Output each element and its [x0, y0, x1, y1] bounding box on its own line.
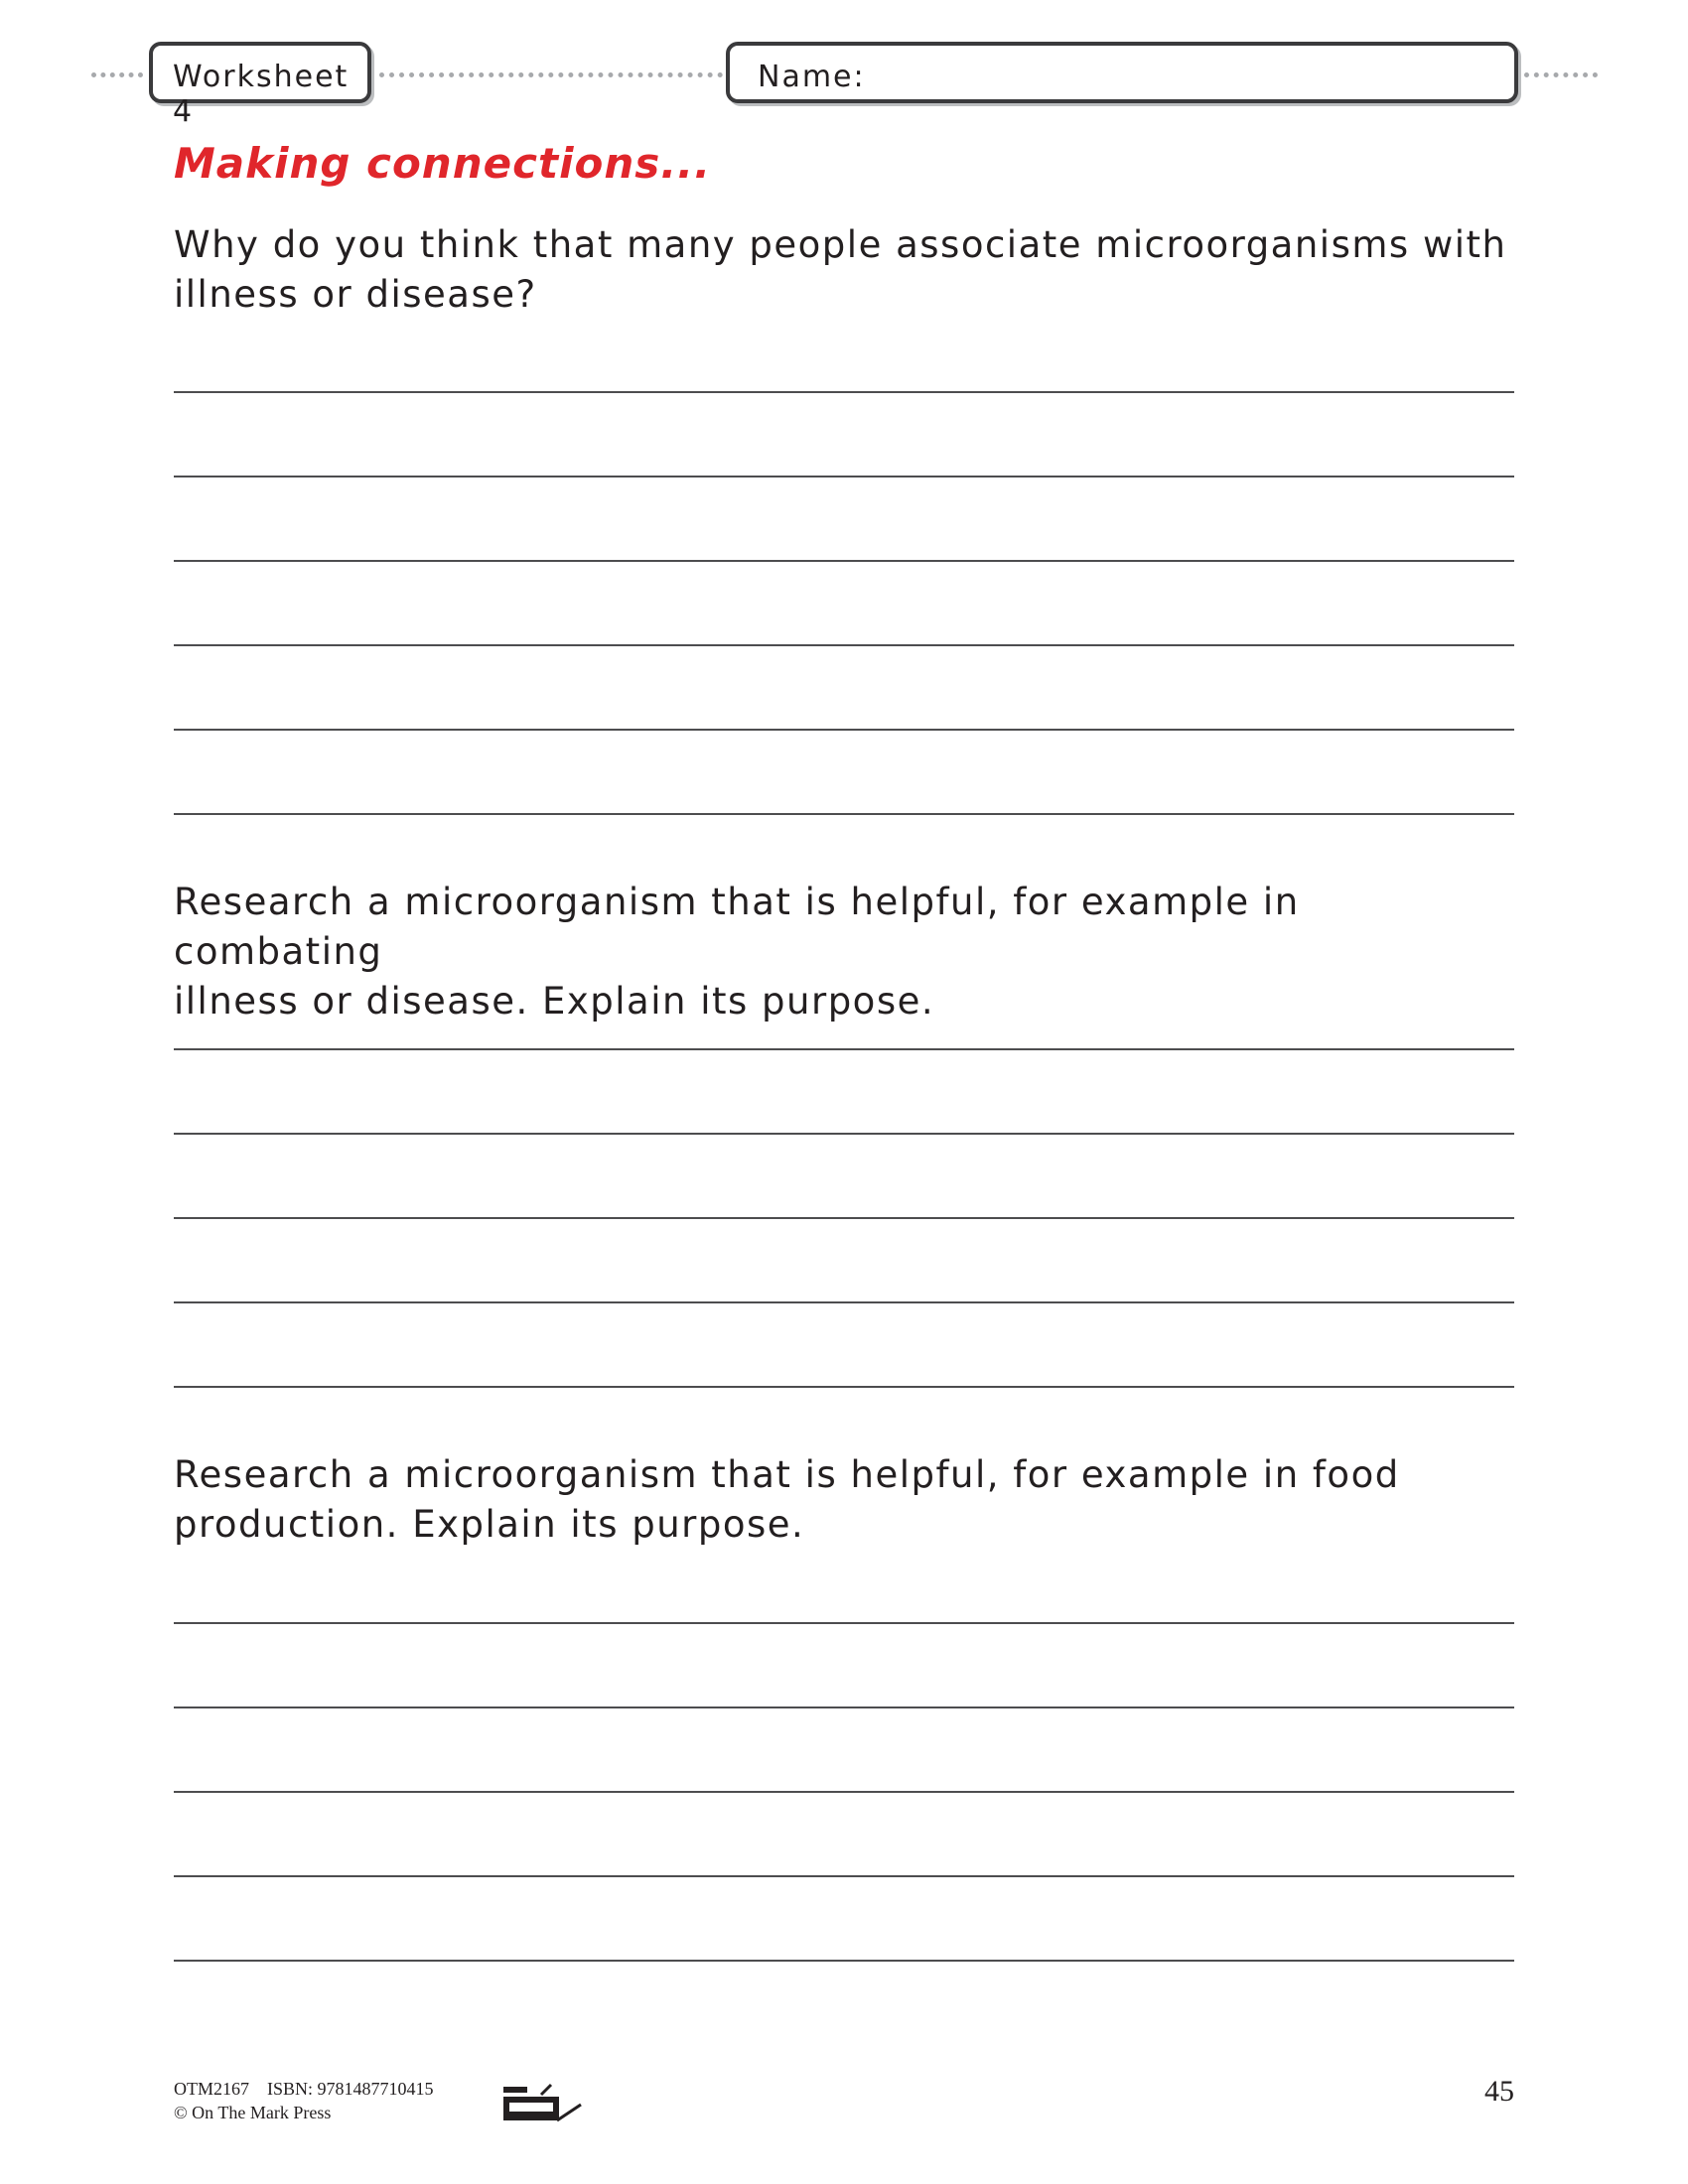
footer-isbn: ISBN: 9781487710415 — [267, 2079, 434, 2099]
answer-line[interactable] — [174, 729, 1514, 731]
answer-line[interactable] — [174, 1386, 1514, 1388]
answer-line[interactable] — [174, 1791, 1514, 1793]
question-2-line-2: illness or disease. Explain its purpose. — [174, 980, 935, 1023]
footer-publisher-info — [174, 2077, 434, 2124]
question-1-line-1: Why do you think that many people associate microorganisms with — [174, 223, 1507, 266]
question-2-line-1: Research a microorganism that is helpful, for example in combating — [174, 881, 1300, 973]
question-3 — [174, 1450, 1514, 1550]
answer-line[interactable] — [174, 1875, 1514, 1877]
question-3-line-1: Research a microorganism that is helpful, for example in food — [174, 1453, 1400, 1496]
answer-line[interactable] — [174, 476, 1514, 478]
answer-line[interactable] — [174, 391, 1514, 393]
name-field-label: Name: — [758, 60, 866, 94]
answer-line[interactable] — [174, 1960, 1514, 1962]
section-heading: Making connections... — [174, 139, 712, 188]
worksheet-label-box — [149, 42, 371, 129]
answer-line[interactable] — [174, 1706, 1514, 1708]
school-desk-icon — [501, 2083, 583, 2128]
footer-product-code: OTM2167 — [174, 2079, 249, 2099]
answer-line[interactable] — [174, 1133, 1514, 1135]
answer-line[interactable] — [174, 1301, 1514, 1303]
question-1 — [174, 220, 1514, 320]
header-dotted-rule-left — [91, 72, 143, 77]
name-field-box[interactable] — [726, 42, 1518, 103]
answer-line[interactable] — [174, 813, 1514, 815]
answer-line[interactable] — [174, 644, 1514, 646]
worksheet-label: Worksheet 4 — [173, 60, 350, 129]
header-dotted-rule-middle — [379, 72, 723, 77]
question-2 — [174, 878, 1514, 1026]
question-3-line-2: production. Explain its purpose. — [174, 1503, 805, 1546]
answer-line[interactable] — [174, 1217, 1514, 1219]
page-number: 45 — [1484, 2075, 1514, 2108]
question-1-line-2: illness or disease? — [174, 273, 537, 316]
answer-line[interactable] — [174, 1048, 1514, 1050]
answer-line[interactable] — [174, 560, 1514, 562]
footer-copyright: © On The Mark Press — [174, 2103, 332, 2122]
header-dotted-rule-right — [1524, 72, 1598, 77]
answer-line[interactable] — [174, 1622, 1514, 1624]
